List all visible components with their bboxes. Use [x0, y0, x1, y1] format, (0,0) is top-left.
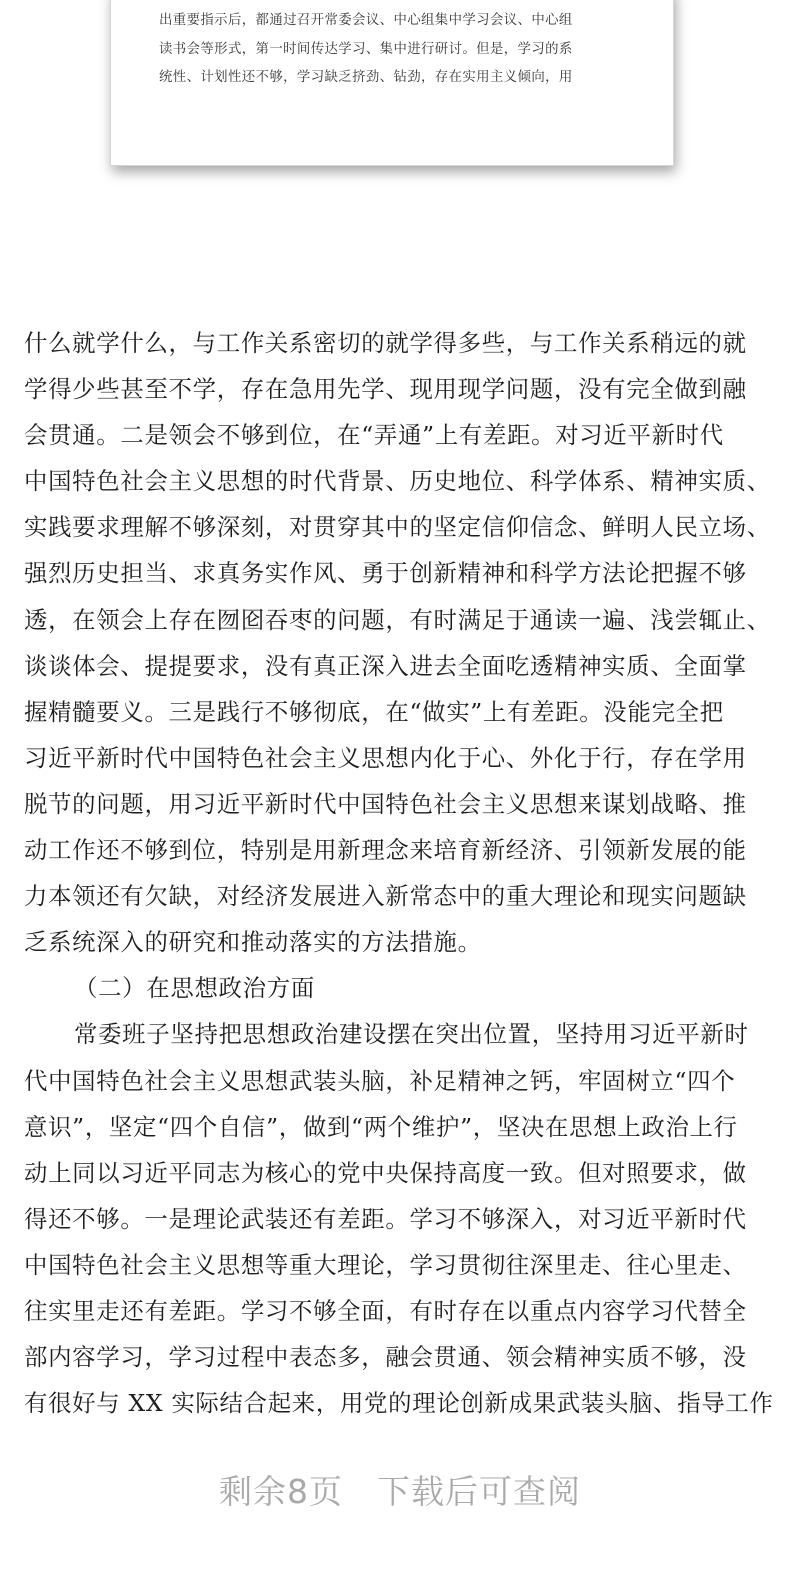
body-line: 动工作还不够到位，特别是用新理念来培育新经济、引领新发展的能 — [24, 836, 747, 865]
remaining-pages-banner[interactable] — [0, 1466, 800, 1513]
body-line: 有很好与 XX 实际结合起来，用党的理论创新成果武装头脑、指导工作 — [24, 1389, 774, 1418]
body-line: 实践要求理解不够深刻，对贯穿其中的坚定信仰信念、鲜明人民立场、 — [24, 513, 771, 542]
body-line: 力本领还有欠缺，对经济发展进入新常态中的重大理论和现实问题缺 — [24, 882, 747, 911]
body-line: 常委班子坚持把思想政治建设摆在突出位置，坚持用习近平新时 — [74, 1020, 749, 1049]
preview-line: 统性、计划性还不够，学习缺乏挤劲、钻劲，存在实用主义倾向，用 — [159, 70, 573, 85]
body-line: 习近平新时代中国特色社会主义思想内化于心、外化于行，存在学用 — [24, 743, 747, 772]
document-body — [24, 320, 776, 1426]
body-line: 得还不够。一是理论武装还有差距。学习不够深入，对习近平新时代 — [24, 1204, 747, 1233]
section-heading: （二）在思想政治方面 — [74, 974, 315, 1003]
body-line: 意识”，坚定“四个自信”，做到“两个维护”，坚决在思想上政治上行 — [24, 1112, 738, 1141]
body-line: 乏系统深入的研究和推动落实的方法措施。 — [24, 928, 482, 957]
body-line: 握精髓要义。三是践行不够彻底，在“做实”上有差距。没能完全把 — [24, 697, 724, 726]
body-line: 中国特色社会主义思想等重大理论，学习贯彻往深里走、往心里走、 — [24, 1250, 747, 1279]
body-line: 往实里走还有差距。学习不够全面，有时存在以重点内容学习代替全 — [24, 1296, 747, 1325]
body-line: 透，在领会上存在囫囵吞枣的问题，有时满足于通读一遍、浅尝辄止、 — [24, 605, 771, 634]
body-line: 中国特色社会主义思想的时代背景、历史地位、科学体系、精神实质、 — [24, 467, 771, 496]
preview-line: 读书会等形式，第一时间传达学习、集中进行研讨。但是，学习的系 — [159, 41, 573, 57]
body-line: 学得少些甚至不学，存在急用先学、现用现学问题，没有完全做到融 — [24, 375, 747, 404]
remaining-pages-text: 剩余8页 — [219, 1472, 343, 1511]
body-line: 什么就学什么，与工作关系密切的就学得多些，与工作关系稍远的就 — [24, 329, 747, 357]
body-line: 脱节的问题，用习近平新时代中国特色社会主义思想来谋划战略、推 — [24, 789, 747, 818]
body-line: 强烈历史担当、求真务实作风、勇于创新精神和科学方法论把握不够 — [24, 559, 747, 588]
body-line: 谈谈体会、提提要求，没有真正深入进去全面吃透精神实质、全面掌 — [24, 651, 747, 680]
body-line: 会贯通。二是领会不够到位，在“弄通”上有差距。对习近平新时代 — [24, 421, 724, 450]
preview-line: 出重要指示后，都通过召开常委会议、中心组集中学习会议、中心组 — [159, 13, 573, 28]
body-line: 部内容学习，学习过程中表态多，融会贯通、领会精神实质不够，没 — [24, 1343, 747, 1372]
document-preview-card — [110, 0, 674, 166]
download-to-view-text: 下载后可查阅 — [377, 1472, 581, 1511]
body-line: 动上同以习近平同志为核心的党中央保持高度一致。但对照要求，做 — [24, 1158, 747, 1187]
preview-text — [159, 7, 639, 93]
body-line: 代中国特色社会主义思想武装头脑，补足精神之钙，牢固树立“四个 — [24, 1066, 736, 1095]
